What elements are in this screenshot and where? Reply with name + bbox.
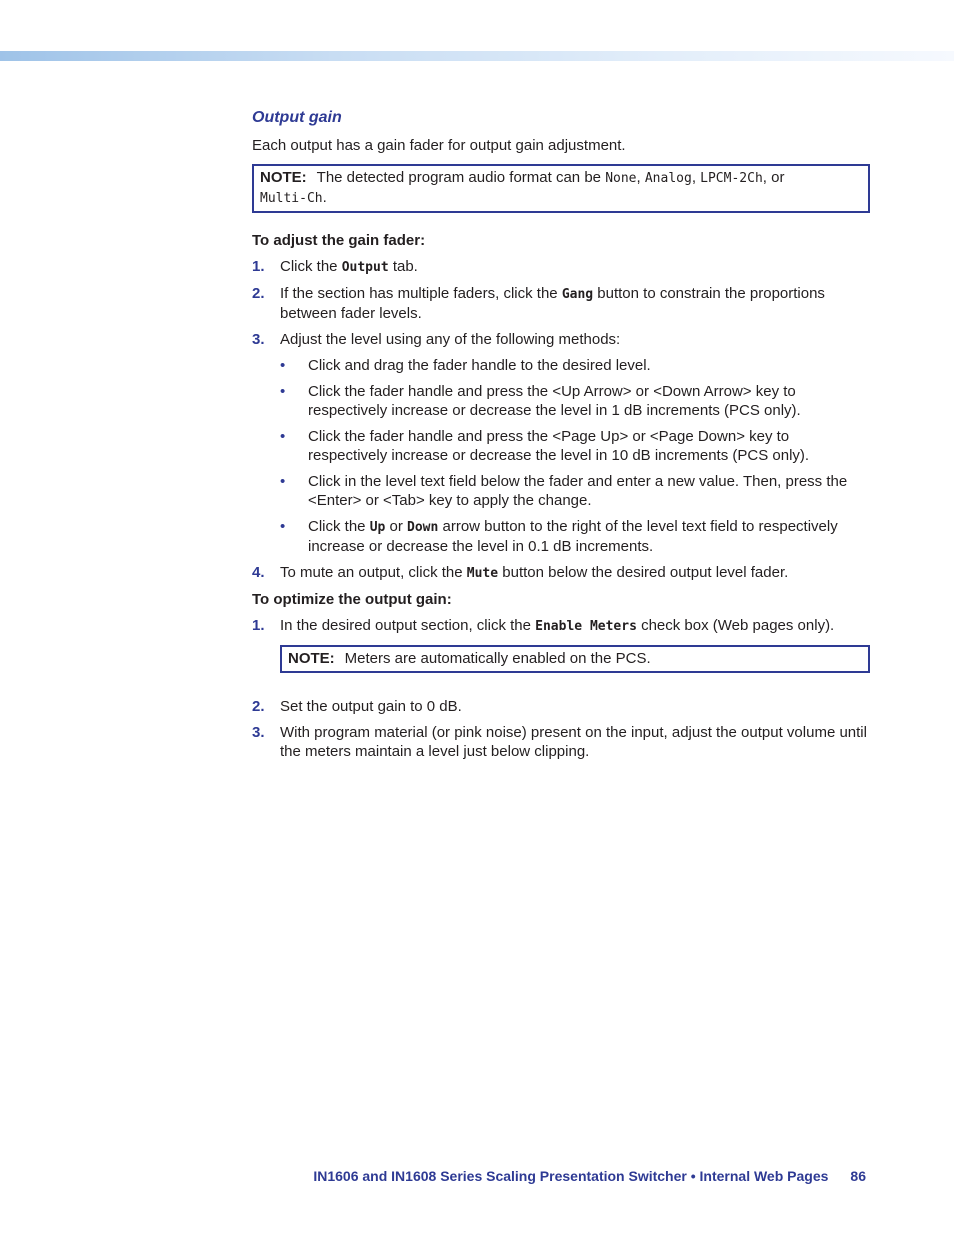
gang-button-ref: Gang [561, 287, 594, 302]
step-text: Set the output gain to 0 dB. [280, 698, 462, 715]
format-multi: Multi-Ch [260, 191, 323, 206]
format-none: None [605, 171, 637, 186]
procedure-title-optimize: To optimize the output gain: [252, 591, 452, 608]
step-number: 3. [252, 724, 265, 741]
bullet-icon: • [280, 473, 286, 490]
step-text: Click the [280, 258, 342, 275]
step-text: tab. [388, 258, 418, 275]
note-box-meters [280, 645, 870, 673]
bullet-item [280, 427, 870, 465]
list-item [252, 284, 870, 323]
bullet-text: Click in the level text field below the fader and enter a new value. Then, press the <Enter> or <Tab> key to apply the change. [308, 473, 848, 509]
note-separator: , [691, 169, 701, 186]
format-lpcm: LPCM-2Ch [700, 171, 763, 186]
bullet-text: Click the fader handle and press the <Up Arrow> or <Down Arrow> key to respectively increase or decrease the level in 1 dB increments (PCS only). [308, 383, 801, 419]
header-gradient-bar [0, 51, 954, 61]
down-button-ref: Down [407, 520, 439, 535]
step-text: check box (Web pages only). [636, 617, 835, 634]
footer-title: IN1606 and IN1608 Series Scaling Presentation Switcher • Internal Web Pages [313, 1168, 829, 1184]
note-box-formats [252, 164, 870, 213]
step-text: Adjust the level using any of the following methods: [280, 331, 621, 348]
bullet-item [280, 472, 870, 510]
note-label: NOTE: [260, 169, 307, 186]
enable-meters-ref: Enable Meters [535, 619, 637, 634]
bullet-text: or [385, 518, 408, 535]
note-separator: , [636, 169, 645, 186]
bullet-icon: • [280, 518, 286, 535]
bullet-icon: • [280, 428, 286, 445]
step-text: If the section has multiple faders, click the [280, 285, 562, 302]
step-number: 1. [252, 258, 265, 275]
bullet-text: Click the [308, 518, 370, 535]
step-text: With program material (or pink noise) present on the input, adjust the output volume until the meters maintain a level just below clipping. [280, 724, 867, 760]
step-number: 2. [252, 698, 265, 715]
step-text: To mute an output, click the [280, 564, 467, 581]
output-tab-ref: Output [341, 260, 389, 275]
bullet-item [280, 356, 870, 375]
format-analog: Analog [644, 171, 692, 186]
section-intro: Each output has a gain fader for output gain adjustment. [252, 137, 626, 154]
note-separator: , or [762, 169, 785, 186]
bullet-icon: • [280, 357, 286, 374]
note-text: The detected program audio format can be [316, 169, 606, 186]
list-item [252, 563, 870, 583]
step-text: button below the desired output level fader. [498, 564, 789, 581]
page-number: 86 [850, 1168, 866, 1184]
up-button-ref: Up [369, 520, 386, 535]
bullet-item [280, 517, 870, 556]
bullet-text: Click the fader handle and press the <Page Up> or <Page Down> key to respectively increase or decrease the level in 10 dB increments (PCS only). [308, 428, 810, 464]
procedure-title-adjust: To adjust the gain fader: [252, 232, 426, 249]
mute-button-ref: Mute [466, 566, 499, 581]
step-text: button to constrain the proportions between fader levels. [280, 285, 825, 322]
step-text: In the desired output section, click the [280, 617, 536, 634]
list-item [252, 257, 870, 277]
list-item [252, 723, 870, 761]
section-title: Output gain [252, 109, 342, 126]
step-number: 2. [252, 285, 265, 302]
optimize-steps [252, 616, 870, 761]
step-number: 4. [252, 564, 265, 581]
page-content [252, 108, 870, 768]
list-item [252, 330, 870, 556]
page-footer [313, 1167, 866, 1185]
note-text: Meters are automatically enabled on the PCS. [344, 650, 651, 667]
bullet-text: Click and drag the fader handle to the desired level. [308, 357, 651, 374]
list-item [252, 616, 870, 673]
bullet-icon: • [280, 383, 286, 400]
note-label: NOTE: [288, 650, 335, 667]
step-number: 3. [252, 331, 265, 348]
adjust-steps [252, 257, 870, 583]
list-item [252, 697, 870, 716]
note-end: . [322, 189, 327, 206]
bullet-text: arrow button to the right of the level text field to respectively increase or decrease the level in 0.1 dB increments. [308, 518, 838, 555]
step-number: 1. [252, 617, 265, 634]
bullet-item [280, 382, 870, 420]
method-bullets [280, 356, 870, 556]
